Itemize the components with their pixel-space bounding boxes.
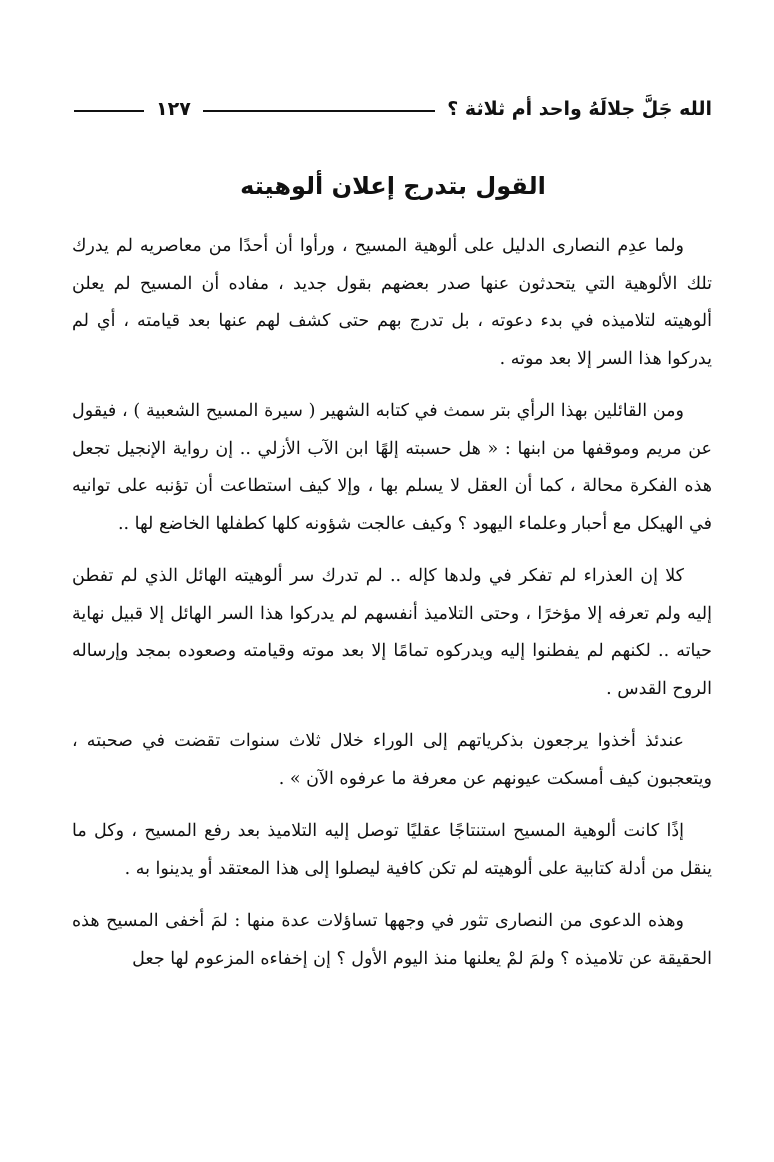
header-rule-short — [74, 110, 144, 112]
paragraph: ولما عدِم النصارى الدليل على ألوهية المسيح ، ورأوا أن أحدًا من معاصريه لم يدرك تلك الألوهية التي يتحدثون عنها صدر بعضهم بقول جديد ، مفاده أن المسيح لم يعلن ألوهيته لتلاميذه في بدء دعوته ، بل تدرج بهم حتى كشف لهم عنها بعد قيامته ، أي لم يدركوا هذا السر إلا بعد موته . — [72, 236, 712, 369]
paragraph: عندئذ أخذوا يرجعون بذكرياتهم إلى الوراء خلال ثلاث سنوات تقضت في صحبته ، ويتعجبون كيف أمسكت عيونهم عن معرفة ما عرفوه الآن » . — [72, 731, 712, 789]
section-heading: القول بتدرج إعلان ألوهيته — [240, 172, 546, 200]
page-number: ١٢٧ — [156, 98, 191, 120]
paragraph: كلا إن العذراء لم تفكر في ولدها كإله .. لم تدرك سر ألوهيته الهائل الذي لم تفطن إليه ولم تعرفه إلا مؤخرًا ، وحتى التلاميذ أنفسهم لم يدركوا هذا السر الهائل إلا قبيل نهاية حياته .. لكنهم لم يفطنوا إليه ويدركوه تمامًا إلا بعد موته وقيامته وصعوده بمجد وإرساله الروح القدس . — [72, 566, 712, 699]
paragraph: إذًا كانت ألوهية المسيح استنتاجًا عقليًا توصل إليه التلاميذ بعد رفع المسيح ، وكل ما ينقل من أدلة كتابية على ألوهيته لم تكن كافية ليصلوا إلى هذا المعتقد أو يدينوا به . — [72, 821, 712, 879]
header-rule — [203, 110, 435, 112]
paragraph: وهذه الدعوى من النصارى تثور في وجهها تساؤلات عدة منها : لمَ أخفى المسيح هذه الحقيقة عن تلاميذه ؟ ولمَ لمْ يعلنها منذ اليوم الأول ؟ إن إخفاءه المزعوم لها جعل — [72, 911, 712, 969]
running-header — [74, 92, 712, 126]
paragraph: ومن القائلين بهذا الرأي بتر سمث في كتابه الشهير ( سيرة المسيح الشعبية ) ، فيقول عن مريم وموقفها من ابنها : « هل حسبته إلهًا ابن الآب الأزلي .. إن رواية الإنجيل تجعل هذه الفكرة محالة ، كما أن العقل لا يسلم بها ، وإلا كيف استطاعت أن تؤنبه على توانيه في الهيكل مع أحبار وعلماء اليهود ؟ وكيف عالجت شؤونه كلها كطفلها الخاضع لها .. — [72, 401, 712, 534]
body-text — [72, 228, 712, 993]
running-header-title: الله جَلَّ جلالَهُ واحد أم ثلاثة ؟ — [447, 98, 712, 120]
